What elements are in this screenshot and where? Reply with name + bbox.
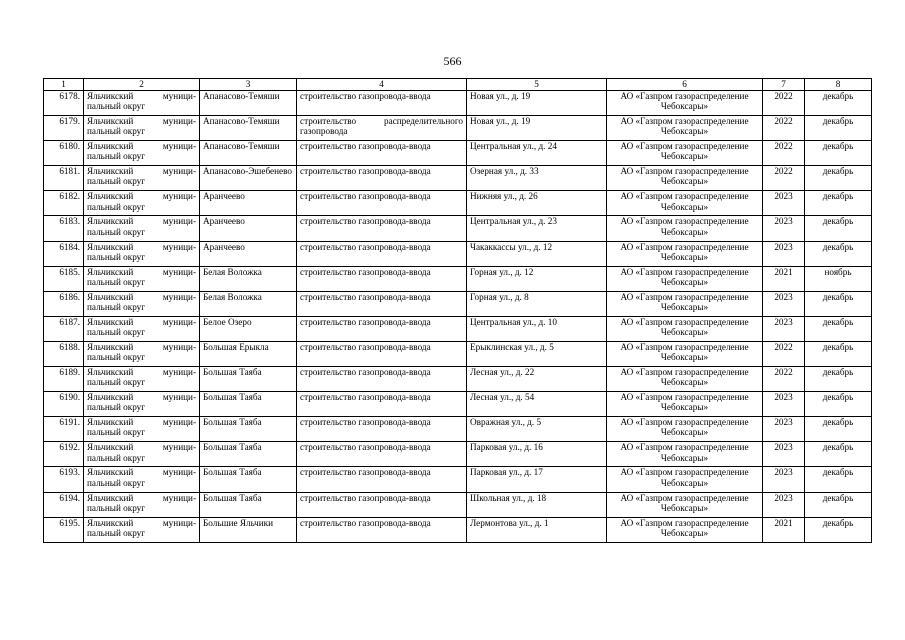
work-type-cell: строительство газопровода-ввода	[297, 492, 467, 517]
row-number-cell: 6187.	[44, 316, 84, 341]
table-row	[44, 291, 872, 316]
address-cell: Центральная ул., д. 24	[467, 141, 607, 166]
district-cell: Яльчикский муници-пальный округ	[84, 241, 200, 266]
row-number-cell: 6183.	[44, 216, 84, 241]
table-row	[44, 116, 872, 141]
address-cell: Нижняя ул., д. 26	[467, 191, 607, 216]
district-cell: Яльчикский муници-пальный округ	[84, 492, 200, 517]
table-row	[44, 191, 872, 216]
month-cell: декабрь	[805, 341, 872, 366]
month-cell: декабрь	[805, 216, 872, 241]
year-cell: 2022	[763, 367, 805, 392]
address-cell: Лермонтова ул., д. 1	[467, 517, 607, 542]
district-cell: Яльчикский муници-пальный округ	[84, 341, 200, 366]
table-row	[44, 517, 872, 542]
table-body	[44, 91, 872, 543]
table-row	[44, 341, 872, 366]
organization-cell: АО «Газпром газораспределение Чебоксары»	[607, 91, 763, 116]
row-number-cell: 6182.	[44, 191, 84, 216]
column-header: 2	[84, 79, 200, 91]
district-cell: Яльчикский муници-пальный округ	[84, 166, 200, 191]
district-cell: Яльчикский муници-пальный округ	[84, 392, 200, 417]
year-cell: 2023	[763, 241, 805, 266]
address-cell: Центральная ул., д. 10	[467, 316, 607, 341]
row-number-cell: 6179.	[44, 116, 84, 141]
table-row	[44, 442, 872, 467]
column-header: 7	[763, 79, 805, 91]
organization-cell: АО «Газпром газораспределение Чебоксары»	[607, 467, 763, 492]
address-cell: Горная ул., д. 8	[467, 291, 607, 316]
row-number-cell: 6190.	[44, 392, 84, 417]
year-cell: 2022	[763, 341, 805, 366]
address-cell: Ерыклинская ул., д. 5	[467, 341, 607, 366]
year-cell: 2023	[763, 467, 805, 492]
month-cell: декабрь	[805, 291, 872, 316]
settlement-cell: Аранчеево	[200, 241, 297, 266]
month-cell: декабрь	[805, 316, 872, 341]
month-cell: декабрь	[805, 517, 872, 542]
settlement-cell: Большая Таяба	[200, 417, 297, 442]
district-cell: Яльчикский муници-пальный округ	[84, 417, 200, 442]
month-cell: декабрь	[805, 367, 872, 392]
settlement-cell: Большая Таяба	[200, 492, 297, 517]
district-cell: Яльчикский муници-пальный округ	[84, 367, 200, 392]
address-cell: Центральная ул., д. 23	[467, 216, 607, 241]
settlement-cell: Большая Таяба	[200, 392, 297, 417]
year-cell: 2023	[763, 291, 805, 316]
year-cell: 2022	[763, 141, 805, 166]
row-number-cell: 6178.	[44, 91, 84, 116]
month-cell: декабрь	[805, 141, 872, 166]
work-type-cell: строительство газопровода-ввода	[297, 216, 467, 241]
table-row	[44, 141, 872, 166]
work-type-cell: строительство газопровода-ввода	[297, 316, 467, 341]
address-cell: Горная ул., д. 12	[467, 266, 607, 291]
year-cell: 2023	[763, 191, 805, 216]
table-row	[44, 241, 872, 266]
settlement-cell: Большая Таяба	[200, 367, 297, 392]
organization-cell: АО «Газпром газораспределение Чебоксары»	[607, 141, 763, 166]
work-type-cell: строительство газопровода-ввода	[297, 367, 467, 392]
column-header: 5	[467, 79, 607, 91]
row-number-cell: 6194.	[44, 492, 84, 517]
table-row	[44, 316, 872, 341]
page-number: 566	[443, 54, 462, 68]
month-cell: декабрь	[805, 492, 872, 517]
work-type-cell: строительство газопровода-ввода	[297, 291, 467, 316]
row-number-cell: 6192.	[44, 442, 84, 467]
organization-cell: АО «Газпром газораспределение Чебоксары»	[607, 216, 763, 241]
work-type-cell: строительство газопровода-ввода	[297, 241, 467, 266]
work-type-cell: строительство газопровода-ввода	[297, 191, 467, 216]
work-type-cell: строительство газопровода-ввода	[297, 417, 467, 442]
table-row	[44, 216, 872, 241]
month-cell: декабрь	[805, 467, 872, 492]
district-cell: Яльчикский муници-пальный округ	[84, 266, 200, 291]
settlement-cell: Аранчеево	[200, 216, 297, 241]
settlement-cell: Большая Таяба	[200, 442, 297, 467]
work-type-cell: строительство газопровода-ввода	[297, 341, 467, 366]
month-cell: декабрь	[805, 442, 872, 467]
month-cell: декабрь	[805, 166, 872, 191]
work-type-cell: строительство газопровода-ввода	[297, 141, 467, 166]
column-header: 6	[607, 79, 763, 91]
address-cell: Овражная ул., д. 5	[467, 417, 607, 442]
table-row	[44, 166, 872, 191]
year-cell: 2021	[763, 517, 805, 542]
address-cell: Лесная ул., д. 54	[467, 392, 607, 417]
settlement-cell: Белая Воложка	[200, 291, 297, 316]
header-row	[44, 79, 872, 91]
year-cell: 2021	[763, 266, 805, 291]
work-type-cell: строительство газопровода-ввода	[297, 467, 467, 492]
district-cell: Яльчикский муници-пальный округ	[84, 116, 200, 141]
row-number-cell: 6189.	[44, 367, 84, 392]
settlement-cell: Апанасово-Темяши	[200, 116, 297, 141]
row-number-cell: 6193.	[44, 467, 84, 492]
settlement-cell: Белая Воложка	[200, 266, 297, 291]
settlement-cell: Апанасово-Эшебенево	[200, 166, 297, 191]
month-cell: декабрь	[805, 91, 872, 116]
year-cell: 2023	[763, 316, 805, 341]
organization-cell: АО «Газпром газораспределение Чебоксары»	[607, 291, 763, 316]
organization-cell: АО «Газпром газораспределение Чебоксары»	[607, 492, 763, 517]
organization-cell: АО «Газпром газораспределение Чебоксары»	[607, 241, 763, 266]
work-type-cell: строительство газопровода-ввода	[297, 392, 467, 417]
work-type-cell: строительство газопровода-ввода	[297, 517, 467, 542]
row-number-cell: 6186.	[44, 291, 84, 316]
table-row	[44, 392, 872, 417]
address-cell: Школьная ул., д. 18	[467, 492, 607, 517]
work-type-cell: строительство газопровода-ввода	[297, 442, 467, 467]
organization-cell: АО «Газпром газораспределение Чебоксары»	[607, 116, 763, 141]
district-cell: Яльчикский муници-пальный округ	[84, 291, 200, 316]
year-cell: 2022	[763, 166, 805, 191]
month-cell: декабрь	[805, 417, 872, 442]
organization-cell: АО «Газпром газораспределение Чебоксары»	[607, 316, 763, 341]
row-number-cell: 6188.	[44, 341, 84, 366]
month-cell: ноябрь	[805, 266, 872, 291]
settlement-cell: Большая Ерыкла	[200, 341, 297, 366]
settlement-cell: Апанасово-Темяши	[200, 91, 297, 116]
column-header: 8	[805, 79, 872, 91]
settlement-cell: Большая Таяба	[200, 467, 297, 492]
table-row	[44, 266, 872, 291]
table-row	[44, 467, 872, 492]
settlement-cell: Апанасово-Темяши	[200, 141, 297, 166]
year-cell: 2022	[763, 91, 805, 116]
district-cell: Яльчикский муници-пальный округ	[84, 467, 200, 492]
row-number-cell: 6195.	[44, 517, 84, 542]
column-header: 3	[200, 79, 297, 91]
table-row	[44, 91, 872, 116]
year-cell: 2023	[763, 216, 805, 241]
table-row	[44, 367, 872, 392]
address-cell: Новая ул., д. 19	[467, 116, 607, 141]
organization-cell: АО «Газпром газораспределение Чебоксары»	[607, 367, 763, 392]
organization-cell: АО «Газпром газораспределение Чебоксары»	[607, 442, 763, 467]
district-cell: Яльчикский муници-пальный округ	[84, 517, 200, 542]
district-cell: Яльчикский муници-пальный округ	[84, 91, 200, 116]
district-cell: Яльчикский муници-пальный округ	[84, 191, 200, 216]
year-cell: 2023	[763, 392, 805, 417]
row-number-cell: 6180.	[44, 141, 84, 166]
month-cell: декабрь	[805, 241, 872, 266]
organization-cell: АО «Газпром газораспределение Чебоксары»	[607, 417, 763, 442]
row-number-cell: 6181.	[44, 166, 84, 191]
organization-cell: АО «Газпром газораспределение Чебоксары»	[607, 166, 763, 191]
month-cell: декабрь	[805, 116, 872, 141]
year-cell: 2023	[763, 492, 805, 517]
organization-cell: АО «Газпром газораспределение Чебоксары»	[607, 266, 763, 291]
work-type-cell: строительство газопровода-ввода	[297, 266, 467, 291]
work-type-cell: строительство газопровода-ввода	[297, 166, 467, 191]
address-cell: Парковая ул., д. 16	[467, 442, 607, 467]
organization-cell: АО «Газпром газораспределение Чебоксары»	[607, 341, 763, 366]
row-number-cell: 6184.	[44, 241, 84, 266]
month-cell: декабрь	[805, 191, 872, 216]
settlement-cell: Большие Яльчики	[200, 517, 297, 542]
address-cell: Чакаккассы ул., д. 12	[467, 241, 607, 266]
organization-cell: АО «Газпром газораспределение Чебоксары»	[607, 191, 763, 216]
address-cell: Озерная ул., д. 33	[467, 166, 607, 191]
settlement-cell: Аранчеево	[200, 191, 297, 216]
table-row	[44, 417, 872, 442]
address-cell: Лесная ул., д. 22	[467, 367, 607, 392]
row-number-cell: 6185.	[44, 266, 84, 291]
column-header: 4	[297, 79, 467, 91]
month-cell: декабрь	[805, 392, 872, 417]
organization-cell: АО «Газпром газораспределение Чебоксары»	[607, 392, 763, 417]
district-cell: Яльчикский муници-пальный округ	[84, 316, 200, 341]
year-cell: 2022	[763, 116, 805, 141]
work-type-cell: строительство газопровода-ввода	[297, 91, 467, 116]
organization-cell: АО «Газпром газораспределение Чебоксары»	[607, 517, 763, 542]
column-header: 1	[44, 79, 84, 91]
settlement-cell: Белое Озеро	[200, 316, 297, 341]
district-cell: Яльчикский муници-пальный округ	[84, 216, 200, 241]
work-type-cell: строительство распределительного газопровода	[297, 116, 467, 141]
row-number-cell: 6191.	[44, 417, 84, 442]
year-cell: 2023	[763, 442, 805, 467]
address-cell: Парковая ул., д. 17	[467, 467, 607, 492]
district-cell: Яльчикский муници-пальный округ	[84, 141, 200, 166]
year-cell: 2023	[763, 417, 805, 442]
data-table	[43, 78, 872, 543]
address-cell: Новая ул., д. 19	[467, 91, 607, 116]
district-cell: Яльчикский муници-пальный округ	[84, 442, 200, 467]
table-row	[44, 492, 872, 517]
